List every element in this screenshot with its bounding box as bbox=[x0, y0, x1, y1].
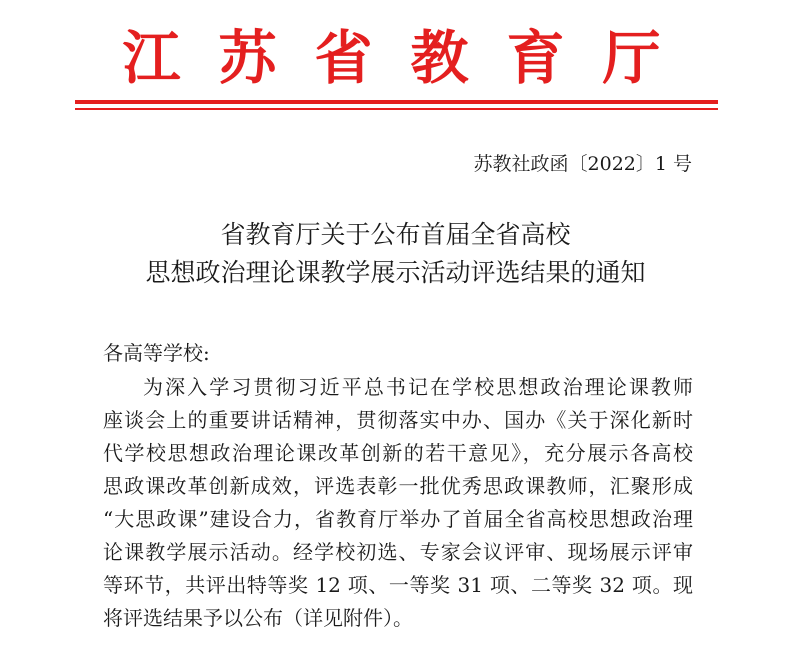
body-line: 将评选结果予以公布（详见附件）。 bbox=[103, 606, 413, 630]
document-title bbox=[0, 216, 791, 292]
body-line: “大思政课”建设合力，省教育厅举办了首届全省高校思想政治理 bbox=[103, 507, 693, 531]
body-paragraph bbox=[103, 371, 693, 635]
body-line: 思政课改革创新成效，评选表彰一批优秀思政课教师，汇聚形成 bbox=[103, 474, 693, 498]
document-title-line-2: 思想政治理论课教学展示活动评选结果的通知 bbox=[145, 258, 646, 287]
body-line: 等环节，共评出特等奖 12 项、一等奖 31 项、二等奖 32 项。现 bbox=[103, 573, 693, 597]
document-title-line-1: 省教育厅关于公布首届全省高校 bbox=[220, 220, 571, 249]
body-line: 论课教学展示活动。经学校初选、专家会议评审、现场展示评审 bbox=[103, 540, 693, 564]
issuing-authority-header: 江苏省教育厅 bbox=[122, 24, 699, 92]
header-rule-thick bbox=[75, 100, 718, 104]
body-line: 为深入学习贯彻习近平总书记在学校思想政治理论课教师 bbox=[143, 375, 693, 399]
body-line: 座谈会上的重要讲话精神，贯彻落实中办、国办《关于深化新时 bbox=[103, 408, 693, 432]
header-rule-thin bbox=[75, 108, 718, 110]
document-number: 苏教社政函〔2022〕1 号 bbox=[473, 153, 692, 175]
body-line: 代学校思想政治理论课改革创新的若干意见》，充分展示各高校 bbox=[103, 441, 693, 465]
salutation: 各高等学校: bbox=[103, 341, 210, 365]
